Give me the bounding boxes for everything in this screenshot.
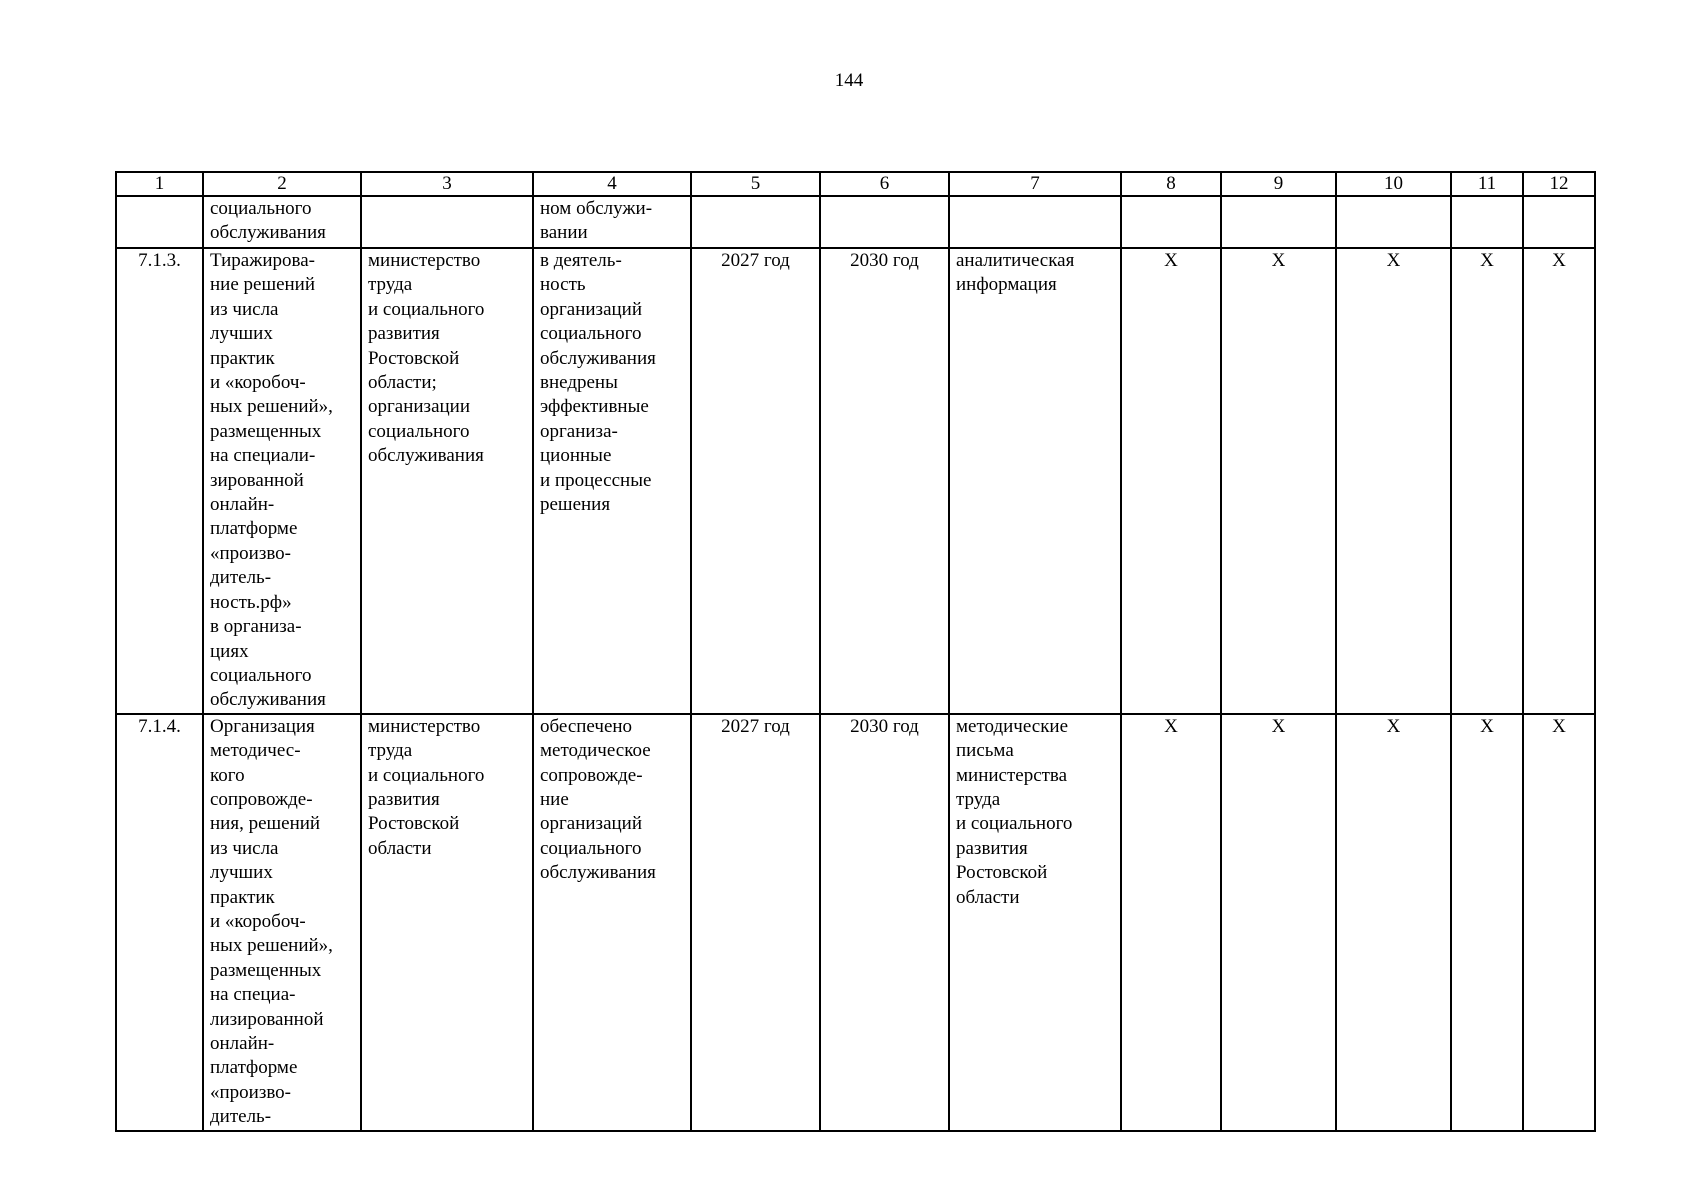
measure-name-cell: Тиражирова- ние решений из числа лучших практик и «коробоч- ных решений», размещенных на специали- зированной онлайн- платформе «произво- дитель- ность.рф» в организа- циях социального обслуживания xyxy=(203,248,361,714)
row-number-cell: 7.1.3. xyxy=(116,248,203,714)
column-number: 3 xyxy=(361,172,533,196)
end-year-cell xyxy=(820,196,949,248)
row-number-cell: 7.1.4. xyxy=(116,714,203,1131)
table-row-7-1-4 xyxy=(116,714,1595,1131)
document-type-cell xyxy=(949,196,1121,248)
col8-cell: Х xyxy=(1121,248,1221,714)
column-number: 1 xyxy=(116,172,203,196)
table-row-continuation xyxy=(116,196,1595,248)
measure-name-cell: социального обслуживания xyxy=(203,196,361,248)
column-number: 7 xyxy=(949,172,1121,196)
table-row-7-1-3 xyxy=(116,248,1595,714)
column-number: 11 xyxy=(1451,172,1523,196)
col9-cell: Х xyxy=(1221,714,1336,1131)
plan-table xyxy=(115,171,1596,1132)
col10-cell: Х xyxy=(1336,714,1451,1131)
result-cell: в деятель- ность организаций социального обслуживания внедрены эффективные организа- ционные и процессные решения xyxy=(533,248,691,714)
responsible-cell: министерство труда и социального развития Ростовской области xyxy=(361,714,533,1131)
column-numbers-row xyxy=(116,172,1595,196)
column-number: 12 xyxy=(1523,172,1595,196)
page-number: 144 xyxy=(834,70,864,91)
col9-cell xyxy=(1221,196,1336,248)
col9-cell: Х xyxy=(1221,248,1336,714)
col12-cell: Х xyxy=(1523,248,1595,714)
end-year-cell: 2030 год xyxy=(820,714,949,1131)
column-number: 6 xyxy=(820,172,949,196)
document-type-cell: методические письма министерства труда и социального развития Ростовской области xyxy=(949,714,1121,1131)
responsible-cell xyxy=(361,196,533,248)
col11-cell xyxy=(1451,196,1523,248)
column-number: 10 xyxy=(1336,172,1451,196)
document-type-cell: аналитическая информация xyxy=(949,248,1121,714)
result-cell: обеспечено методическое сопровожде- ние организаций социального обслуживания xyxy=(533,714,691,1131)
col11-cell: Х xyxy=(1451,714,1523,1131)
col11-cell: Х xyxy=(1451,248,1523,714)
start-year-cell: 2027 год xyxy=(691,248,820,714)
measure-name-cell: Организация методичес- кого сопровожде- ния, решений из числа лучших практик и «коробоч- ных решений», размещенных на специа- лизированной онлайн- платформе «произво- дитель- xyxy=(203,714,361,1131)
col10-cell: Х xyxy=(1336,248,1451,714)
result-cell: ном обслужи- вании xyxy=(533,196,691,248)
row-number-cell xyxy=(116,196,203,248)
col12-cell xyxy=(1523,196,1595,248)
column-number: 5 xyxy=(691,172,820,196)
col8-cell xyxy=(1121,196,1221,248)
col12-cell: Х xyxy=(1523,714,1595,1131)
start-year-cell xyxy=(691,196,820,248)
column-number: 4 xyxy=(533,172,691,196)
end-year-cell: 2030 год xyxy=(820,248,949,714)
column-number: 8 xyxy=(1121,172,1221,196)
col10-cell xyxy=(1336,196,1451,248)
col8-cell: Х xyxy=(1121,714,1221,1131)
start-year-cell: 2027 год xyxy=(691,714,820,1131)
column-number: 9 xyxy=(1221,172,1336,196)
column-number: 2 xyxy=(203,172,361,196)
responsible-cell: министерство труда и социального развития Ростовской области; организации социального обслуживания xyxy=(361,248,533,714)
